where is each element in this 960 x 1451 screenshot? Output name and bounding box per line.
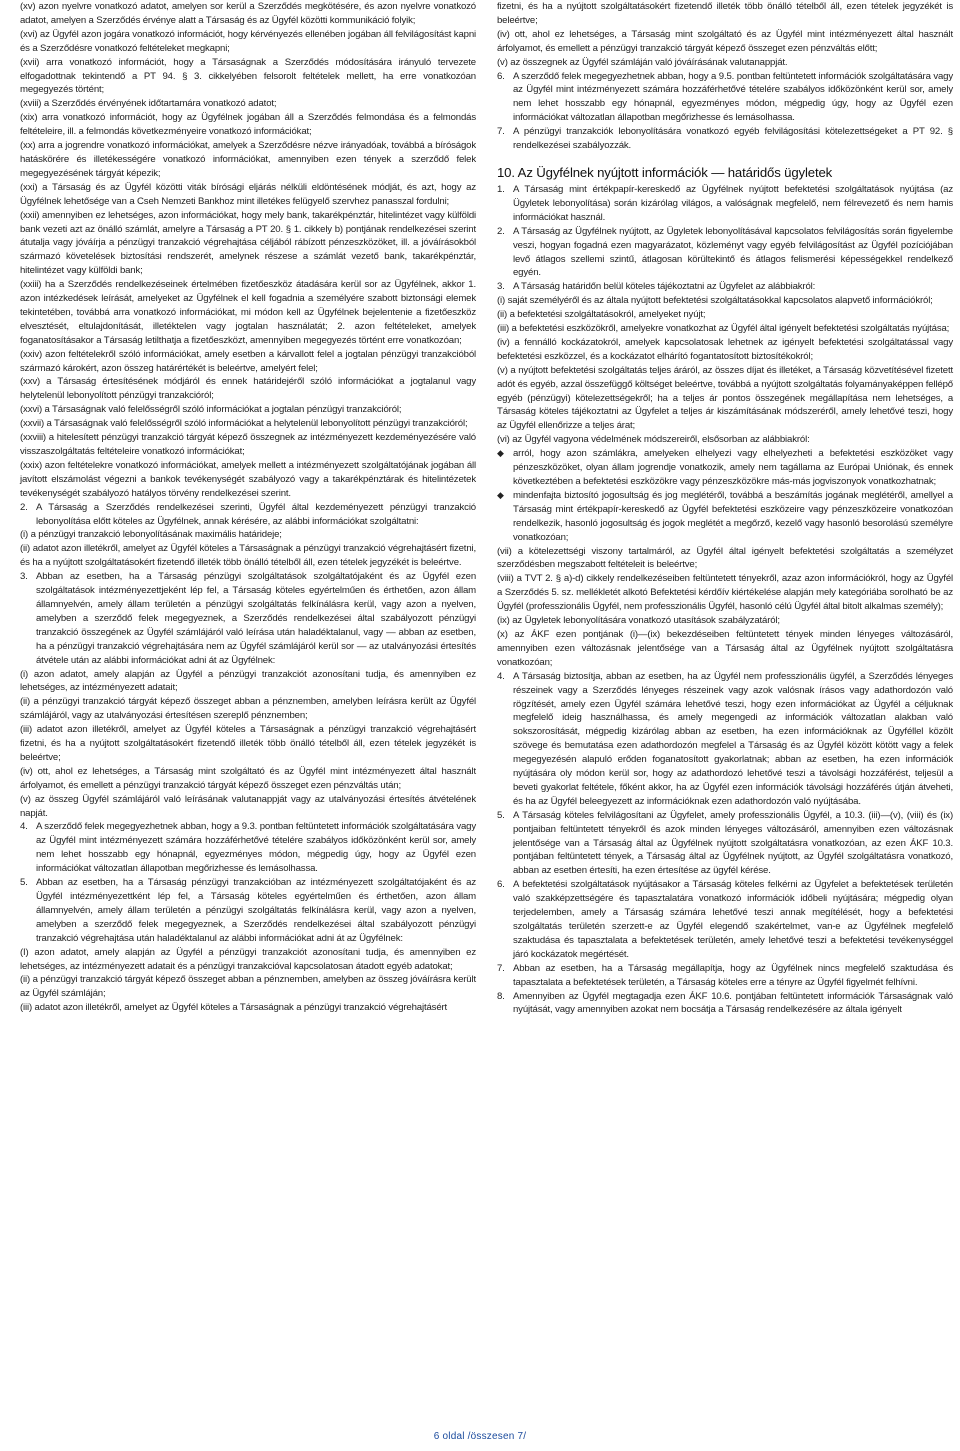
paragraph: (i) azon adatot, amely alapján az Ügyfél a pénzügyi tranzakciót azonosítani tudja, és amennyiben ez lehetséges, az intézményezett adatait; — [20, 668, 476, 694]
paragraph: (xvii) arra vonatkozó információt, hogy a Társaságnak a Szerződés módosítására irányuló tervezete elfogadottnak tekintendő a PT 94. § 3. cikkelyében felsorolt feltételek mellett, ha erre vonatkozóan megegyezés történt; — [20, 56, 476, 96]
paragraph: (vi) az Ügyfél vagyona védelmének módszereiről, elsősorban az alábbiakról: — [497, 434, 810, 446]
numbered-item — [497, 183, 953, 225]
item-number: 6. — [497, 879, 505, 891]
numbered-item — [497, 990, 953, 1018]
numbered-item — [497, 280, 953, 294]
paragraph: (viii) a TVT 2. § a)-d) cikkely rendelkezéseiben feltüntetett tényekről, azaz azon információkról, hogy az Ügyfél a Szerződés 5. sz. mellékletét alkotó Befektetési kérdőív kiértékelése alapján mely kategóriába sorolható be az Ügyfél (professzionális Ügyfél, nem professzionális Ügyfél, hasonló célú Ügyfél által bitolt alkalmas személy); — [497, 573, 953, 613]
item-number: 6. — [497, 70, 505, 82]
numbered-item — [497, 125, 953, 153]
right-column — [497, 0, 953, 1017]
page-footer: 6 oldal /összesen 7/ — [433, 1431, 527, 1442]
paragraph: (xxix) azon feltételekre vonatkozó információkat, amelyek mellett a intézményezett szolgáltatójának jogában áll javított elszámolást végezni a bankok tevékenységét szabályozó vagy a takarékpénztárak és hitelintézetek tevékenységét szabályozó hatályos törvény rendelkezései szerint. — [20, 459, 476, 499]
paragraph: (i) saját személyéről és az általa nyújtott befektetési szolgáltatásokkal kapcsolatos alapvető információkról; — [497, 295, 933, 307]
item-number: 7. — [497, 962, 505, 974]
numbered-item — [20, 876, 476, 946]
paragraph: (xx) arra a jogrendre vonatkozó információkat, amelyek a Szerződésre nézve irányadóak, továbbá a bíróságok hatáskörére és illetékességére vonatkozó információkat, amennyiben ezen tények a szerződő felek megegyezésének tárgyát képezik; — [20, 140, 476, 179]
item-number: 2. — [20, 501, 28, 513]
numbered-item — [20, 570, 476, 667]
bullet-text: mindenfajta biztosító jogosultság és jog meglétéről, továbbá a beszámítás jogának meglétéről, amellyel a Társaság mint értékpapír-kereskedő az Ügyfél befektetési eszközeire vagy pénzeszközeire vonatkozóan rendelkezik, hasonló jogosultság és jogok meglétét a megőrző, kezelő vagy hasonló besorolású személyre vonatkozóan; — [513, 489, 953, 543]
paragraph: (xxvii) a Társaságnak való felelősségről szóló információkat a helytelenül lebonyolított pénzügyi tranzakcióról; — [20, 418, 468, 430]
paragraph: (ii) a pénzügyi tranzakció tárgyát képező összeget abban a pénznemben, amelyben leírásra került az Ügyfél számlájáról, vagy az utalványozási értesítésen szereplő pénznemben; — [20, 696, 476, 722]
item-text: Abban az esetben, ha a Társaság pénzügyi szolgáltatások szolgáltatójaként és az Ügyfél ezen szolgáltatások intézményezettjeként lép fel, a Társaság köteles egyértelműen és érthetően, azon állam államnyelvén, amely állam területén a pénzügyi szolgáltatás felkínálásra kerül, vagy azon a nyelven, amelyben a szerződő felek megegyeznek, a Szerződés rendelkezései által szabályozott pénzügyi tranzakció összegének az Ügyfél számlájáról való leírása után haladéktalanul, vagy — abban az esetben, ha a pénzügyi tranzakció végrehajtására nem az Ügyfél számlájáról kerül sor — az utalványozási értesítés átvétele után az alábbi információkat adni át az Ügyfélnek: — [36, 571, 476, 666]
numbered-item — [497, 962, 953, 990]
bullet-item — [497, 489, 953, 545]
paragraph: (iv) a fennálló kockázatokról, amelyek kapcsolatosak lehetnek az igényelt befektetési szolgáltatással vagy befektetési eszközzel, és a kockázatot elhárító fogantatosított biztosítékokról; — [497, 336, 953, 362]
paragraph: (iii) a befektetési eszközökről, amelyekre vonatkozhat az Ügyfél által igényelt befektetési szolgáltatás nyújtása; — [497, 323, 950, 335]
paragraph: (I) azon adatot, amely alapján az Ügyfél a pénzügyi tranzakciót azonosítani tudja, és amennyiben ez lehetséges, az intézményezett adatait és a pénzügyi tranzakcióval kapcsolatosan átadott egyéb adatokat; — [20, 946, 476, 972]
bullet-item — [497, 447, 953, 489]
diamond-bullet-icon: ◆ — [497, 448, 504, 459]
paragraph: (ii) adatot azon illetékről, amelyet az Ügyfél köteles a Társaságnak a pénzügyi tranzakció végrehajtásért fizetni, és ha a nyújtott szolgáltatásokért fizetendő illeték több önálló tételből áll, ezen tételek jegyzékét is beleértve. — [20, 543, 476, 569]
item-number: 3. — [497, 281, 505, 293]
paragraph: (vii) a kötelezettségi viszony tartalmáról, az Ügyfél által igényelt befektetési szolgáltatás a személyzet szerződésben megszabott feltételeit is beleértve; — [497, 545, 953, 571]
paragraph: (i) a pénzügyi tranzakció lebonyolításának maximális határideje; — [20, 529, 282, 541]
paragraph: (iii) adatot azon illetékről, amelyet az Ügyfél köteles a Társaságnak a pénzügyi tranzakció végrehajtásért fizetni, és ha a nyújtott szolgáltatásokért fizetendő illeték több önálló tételből áll, ezen tételek jegyzékét is beleértve; — [20, 724, 476, 763]
paragraph: (xxviii) a hitelesített pénzügyi tranzakció tárgyát képező összegnek az intézményezett kezdeményezésére való visszaszolgáltatás feltételeire vonatkozó információkat; — [20, 432, 476, 457]
item-number: 7. — [497, 126, 505, 138]
paragraph: (ii) a befektetési szolgáltatásokról, amelyeket nyújt; — [497, 309, 706, 321]
paragraph: (xxv) a Társaság értesítésének módjáról és ennek határidejéről szóló információkat a jogtalanul vagy helytelenül lebonyolított pénzügyi tranzakcióról; — [20, 376, 476, 402]
item-text: Abban az esetben, ha a Társaság pénzügyi tranzakcióban az intézményezett szolgáltatójaként és az Ügyfél intézményezettként lép fel, a Társaság köteles egyértelműen és érthetően, azon állam államnyelvén, amely állam területén a pénzügyi szolgáltatás felkínálásra kerül, vagy azon a nyelven, amelyben a szerződő felek megegyeznek, a Szerződés rendelkezései által szabályozott pénzügyi tranzakció végrehajtása után haladéktalanul az alábbi információkat adni át az Ügyfélnek: — [36, 877, 476, 944]
paragraph: (ix) az Ügyletek lebonyolítására vonatkozó utasítások szabályzatáról; — [497, 615, 780, 627]
paragraph: (v) a nyújtott befektetési szolgáltatás teljes áráról, az összes díjat és illetéket, a Társaság közvetítésével fizetett adót és egyéb, azzal összefüggő költséget beleértve, továbbá a nyújtott szolgáltatás folyamányaképpen fellépő egyéb (pénzügyi) kötelezettségekről; ha a teljes ár pontos összegének megállapítása nem lehetséges, a Társaság köteles tájékoztatni az Ügyfelet a teljes ár kiszámításának módszeréről, amely lehetővé teszi, hogy az Ügyfél ellenőrizze a teljes árat; — [497, 364, 953, 432]
item-number: 3. — [20, 571, 28, 583]
item-number: 1. — [497, 183, 505, 195]
paragraph: (xv) azon nyelvre vonatkozó adatot, amelyen sor kerül a Szerződés megkötésére, és azon nyelvre vonatkozó adatot, amelyen a Szerződés érvénye alatt a Társaság és az Ügyfél közötti kommunikáció folyik; — [20, 1, 476, 26]
paragraph: (xxvi) a Társaságnak való felelősségről szóló információkat a jogtalan pénzügyi tranzakcióról; — [20, 404, 402, 416]
paragraph: (xxiv) azon feltételekről szóló információkat, amely esetben a kárvallott felel a jogtalan pénzügyi tranzakcióból származó károkért, azon összeg határértékét is beleértve, amelyért felel; — [20, 348, 476, 374]
paragraph: (v) az összeg Ügyfél számlájáról való leírásának valutanappját vagy az utalványozási értesítés átvételének napját. — [20, 793, 476, 819]
paragraph: (iii) adatot azon illetékről, amelyet az Ügyfél köteles a Társaságnak a pénzügyi tranzakció végrehajtásért — [20, 1002, 448, 1014]
numbered-item — [497, 70, 953, 126]
numbered-item — [497, 809, 953, 879]
numbered-item — [20, 820, 476, 876]
left-column — [20, 0, 476, 1015]
paragraph: (x) az ÁKF ezen pontjának (i)—(ix) bekezdéseiben feltüntetett tények minden lényeges változásáról, amennyiben ezen változásnak jelentősége van a Társaság által az Ügyfélnek nyújtott szolgáltatásra vonatkozóan; — [497, 628, 953, 668]
item-text: A Társaság biztosítja, abban az esetben, ha az Ügyfél nem professzionális ügyfél, a Szerződés lényeges részeinek vagy a Szerződés lényeges részeinek vagy azok valósnak írásos vagy adathordozón való rögzítését, amely ezen Ügyfél számára lehetővé teszi, hogy ezen információkat az Ügyfél a céljuknak megfelelő ideig használhassa, és amely megengedi az információk változatlan alakban való sokszorosítását, mégpedig kizárólag abban az esetben, ha ezen információknak az Ügyféllel közölt szövege és bemutatása ezen adathordozón megfelel a Társaság és az Ügyfél között kötött vagy a felek megegyezésén alapuló erőden foganatosított gyakorlatnak; abban az esetben, ha ezen információk nyújtására oly módon kerül sor, hogy az adathordozó lehetővé teszi a távolsági hozzáférést, teljesül a beveti gyakorlat feltétele, főként akkor, ha az Ügyfél ezen információk távolsági hozzáférés útján átveheti, és ha az Ügyfél beleegyezett az információknak ezen adathordozón való nyújtásába. — [513, 670, 953, 807]
paragraph: (iv) ott, ahol ez lehetséges, a Társaság mint szolgáltató és az Ügyfél mint intézményezett által használt árfolyamot, és emellett a pénzügyi tranzakció tárgyát képező összeget ezen pénzváltás előtt; — [497, 28, 953, 54]
item-number: 8. — [497, 990, 505, 1002]
item-text: A befektetési szolgáltatások nyújtásakor a Társaság köteles felkérni az Ügyfelet a befektetések területén való szakképzettségére és tapasztalatára vonatkozó információk időbeli nyújtására; mégpedig olyan terjedelemben, amely a Társaság számára lehetővé teszi annak megítélését, hogy a befektetési szolgáltatás területén szerzett-e az Ügyfél elegendő szakértelmet, van-e az Ügyfélnek megfelelő szaktudása és tapasztalata a befektetések területén, amely lehetővé teszi a befektetési tevékenységgel járó kockázatok megértését. — [513, 879, 953, 960]
numbered-item — [497, 878, 953, 961]
item-text: A szerződő felek megegyezhetnek abban, hogy a 9.5. pontban feltüntetett információk szolgáltatására vagy az Ügyfél mint intézményezett számára hozzáférhetővé tételére szabályos időközönként kerül sor, amely nem lehet hosszabb egy hónapnál, egyezményes módon, mégpedig úgy, hogy az Ügyfél ezen információkat változatlan állapotban megőrizhesse és lemásolhassa. — [513, 70, 953, 124]
numbered-item — [20, 501, 476, 529]
paragraph: (xxiii) ha a Szerződés rendelkezéseinek értelmében fizetőeszköz átadására kerül sor az Ügyfélnek, akkor 1. azon intézkedések leírását, amelyeket az Ügyfélnek el kell fogadnia a személyére szabott biztonsági elemek tekintetében, továbbá arra vonatkozó információkat, mi módon kell az Ügyfélnek bejelentenie a fizetőeszköz elvesztését, eltulajdonítását, illetéktelen vagy jogtalan használatát; 2. azon feltételeket, amelyek foganatosításakor a Társaság letilthatja a fizetőeszközt, amennyiben megegyezés történt erre vonatkozóan; — [20, 279, 476, 346]
item-text: A Társaság mint értékpapír-kereskedő az Ügyfélnek nyújtott befektetési szolgáltatások nyújtása (az Ügyletek lebonyolítása) során kizárólag világos, a valóságnak megfelelő, nem félrevezető és nem hamis információkat használ. — [513, 183, 953, 223]
paragraph: (xxi) a Társaság és az Ügyfél közötti viták bírósági eljárás nélküli eldöntésének módját, és azt, hogy az Ügyfélnek lehetősége van a Cseh Nemzeti Bankhoz mint illetékes felügyelő szervhez panasszal fordulni; — [20, 181, 476, 207]
item-number: 4. — [497, 670, 505, 682]
diamond-bullet-icon: ◆ — [497, 489, 504, 500]
paragraph: (iv) ott, ahol ez lehetséges, a Társaság mint szolgáltató és az Ügyfél mint intézményezett által használt árfolyamot, és emellett a pénzügyi tranzakció tárgyát képező összeget ezen pénzváltás után; — [20, 765, 476, 791]
numbered-item — [497, 225, 953, 281]
numbered-item — [497, 670, 953, 809]
item-number: 4. — [20, 821, 28, 833]
item-text: Amennyiben az Ügyfél megtagadja ezen ÁKF 10.6. pontjában feltüntetett információk Társaságnak való nyújtását, vagy amennyiben azokat nem bocsátja a Társaság rendelkezésére az általa igényelt — [513, 990, 953, 1016]
paragraph: fizetni, és ha a nyújtott szolgáltatásokért fizetendő illeték több önálló tételből áll, ezen tételek jegyzékét is beleértve; — [497, 1, 953, 26]
item-number: 2. — [497, 225, 505, 237]
item-number: 5. — [20, 877, 28, 889]
paragraph: (xix) arra vonatkozó információt, hogy az Ügyfélnek jogában áll a Szerződés felmondása és a felmondás feltételeire, ill. a felmondás következményeire vonatkozó információkat; — [20, 112, 476, 138]
section-title: 10. Az Ügyfélnek nyújtott információk — határidős ügyletek — [497, 164, 833, 180]
paragraph: (xviii) a Szerződés érvényének időtartamára vonatkozó adatot; — [20, 98, 277, 110]
paragraph: (xvi) az Ügyfél azon jogára vonatkozó információt, hogy kérvényezés ellenében jogában áll felvilágosítást kapni és a Szerződésre vonatkozó feltételeket megkapni; — [20, 28, 476, 54]
paragraph: (v) az összegnek az Ügyfél számláján való jóváírásának valutanappját. — [497, 56, 788, 68]
bullet-text: arról, hogy azon számlákra, amelyeken elhelyezi vagy elhelyezheti a befektetési eszközöket vagy pénzeszközöket, olyan állam jogrendje vonatkozik, amely nem tagállama az Európai Uniónak, és ennek következtében a befektetési eszközökre vagy pénzeszközökre más-más jogviszonyok vonatkozhatnak; — [513, 448, 953, 487]
item-text: A szerződő felek megegyezhetnek abban, hogy a 9.3. pontban feltüntetett információk szolgáltatására vagy az Ügyfél mint intézményezett számára hozzáférhetővé tételére szabályos időközönként kerül sor, amely nem lehet hosszabb egy hónapnál, egyezményes módon, mégpedig úgy, hogy az Ügyfél ezen információkat változatlan állapotban megőrizhesse és lemásolhassa. — [36, 821, 476, 875]
paragraph: (xxii) amennyiben ez lehetséges, azon információkat, hogy mely bank, takarékpénztár, hitelintézet vagy külföldi bank vezeti azt az önálló számlát, amelyre a Társaság a PT 20. § 1. cikkely b) pontjának rendelkezései szerint átutalja vagy jóváírja a pénzügyi tranzakció végrehajtása céljából rábízott pénzeszközöket, ill. a jóváírásokból származó követelések biztosítási rendszerét, amelynek részese a számlát vezető bank, takarékpénztár, hitelintézet vagy külföldi bank; — [20, 209, 476, 277]
item-text: A pénzügyi tranzakciók lebonyolítására vonatkozó egyéb felvilágosítási kötelezettségeket a PT 92. § rendelkezései szabályozzák. — [513, 126, 953, 152]
paragraph: (ii) a pénzügyi tranzakció tárgyát képező összeget abban a pénznemben, amelyben az összeg jóváírásra került az Ügyfél számláján; — [20, 974, 476, 1000]
item-text: A Társaság határidőn belül köteles tájékoztatni az Ügyfelet az alábbiakról: — [513, 281, 816, 293]
item-number: 5. — [497, 809, 505, 821]
item-text: A Társaság a Szerződés rendelkezései szerinti, Ügyfél által kezdeményezett pénzügyi tranzakció lebonyolítása előtt köteles az Ügyfélnek, annak kérésére, az alábbi információkat szolgáltatni: — [36, 501, 476, 527]
item-text: Abban az esetben, ha a Társaság megállapítja, hogy az Ügyfélnek nincs megfelelő szaktudása és tapasztalata a befektetések területén, a Társaság köteles erre a tényre az Ügyfél figyelmét felhívni. — [513, 962, 953, 988]
item-text: A Társaság az Ügyfélnek nyújtott, az Ügyletek lebonyolításával kapcsolatos felvilágosítás során figyelembe veszi, hogyan fogadná ezen magyarázatot, közleményt vagy egyéb felvilágosítást az Ügyfél pozíciójában levő átlagos szellemi szintű, átlagosan körültekintő és átlagos felismerési képességekkel rendelkező egyén. — [513, 225, 953, 279]
item-text: A Társaság köteles felvilágosítani az Ügyfelet, amely professzionális Ügyfél, a 10.3. (iii)—(v), (viii) és (ix) pontjaiban feltüntetett tényekről és azok minden lényeges változásáról, amennyiben ezen változásnak jelentősége van a Társaság által az Ügyfélnek nyújtott szolgáltatásra vonatkozóan, az ezen ÁKF 10.3. pontjában feltüntetett tények, a Társaság által az Ügyfélnek nyújtott, az Ügyfél szolgáltatásra vonatkozó, abban az esetben értesíti, ha ezen értesítése az ügyfél kérése. — [513, 809, 953, 877]
